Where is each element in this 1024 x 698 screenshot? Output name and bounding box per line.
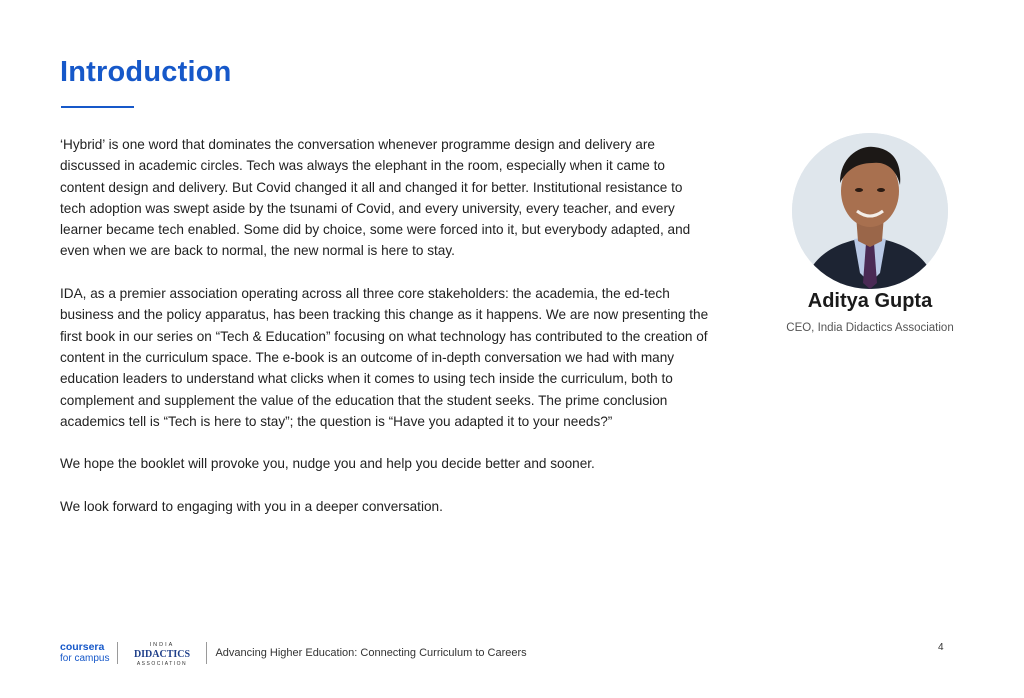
page-title: Introduction [60, 56, 232, 88]
paragraph-1: ‘Hybrid’ is one word that dominates the conversation whenever programme design and delivery are discussed in academic circles. Tech was always the elephant in the room, especially when it came to content design and delivery. But Covid changed it all and changed it for better. Institutional resistance to tech adoption was swept aside by the tsunami of Covid, and every university, every teacher, and every learner became tech enabled. Some did by choice, some were forced into it, but everybody adapted, and even when we are back to normal, the new normal is here to stay. [60, 137, 691, 259]
svg-text:ASSOCIATION: ASSOCIATION [137, 661, 188, 666]
footer [60, 640, 527, 666]
paragraph-2: IDA, as a premier association operating across all three core stakeholders: the academia, the ed-tech business and the policy apparatus, has been tracking this change as it happens. We are now presenting the first book in our series on “Tech & Education” focusing on what technology has contributed to the creation of content in the curriculum space. The e-book is an outcome of in-depth conversation we had with many education leaders to understand what clicks when it comes to using tech inside the curriculum, both to complement and supplement the value of the education that the student seeks. The prime conclusion academics tell is “Tech is here to stay”; the question is “Have you adapted it to your needs?” [60, 286, 709, 429]
svg-text:INDIA: INDIA [150, 642, 175, 648]
footer-caption: Advancing Higher Education: Connecting Curriculum to Careers [215, 647, 527, 659]
footer-divider [117, 642, 118, 664]
svg-text:DIDACTICS: DIDACTICS [134, 649, 191, 660]
coursera-logo-subtext: for campus [60, 653, 110, 664]
author-name: Aditya Gupta [807, 290, 933, 312]
paragraph-4: We look forward to engaging with you in a deeper conversation. [60, 499, 443, 515]
ida-logo [128, 640, 196, 666]
author-portrait [792, 133, 948, 289]
author-role: CEO, India Didactics Association [786, 322, 954, 334]
footer-divider [206, 642, 207, 664]
page-number: 4 [938, 642, 944, 653]
title-underline [61, 106, 134, 108]
coursera-logo [60, 642, 109, 664]
paragraph-3: We hope the booklet will provoke you, nudge you and help you decide better and sooner. [60, 456, 595, 472]
introduction-body [60, 134, 710, 539]
coursera-logo-text: coursera [60, 641, 105, 653]
